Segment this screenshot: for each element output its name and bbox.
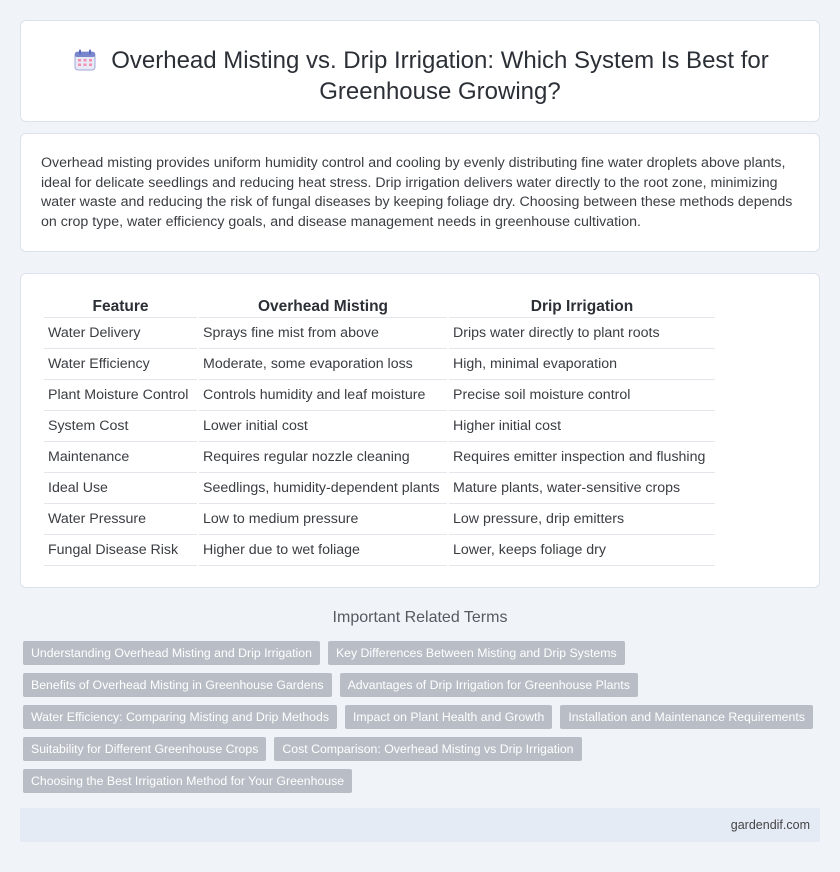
table-row: [44, 504, 715, 535]
table-row: [44, 442, 715, 473]
table-cell: Moderate, some evaporation loss: [199, 349, 447, 380]
tag-row: [23, 705, 813, 729]
table-cell: Mature plants, water-sensitive crops: [449, 473, 715, 504]
table-cell: High, minimal evaporation: [449, 349, 715, 380]
table-cell: Higher initial cost: [449, 411, 715, 442]
comparison-table-card: [20, 273, 820, 588]
table-cell: Low to medium pressure: [199, 504, 447, 535]
footer: [20, 808, 820, 842]
table-cell: Fungal Disease Risk: [44, 535, 197, 566]
table-header-row: [44, 296, 715, 318]
table-cell: Precise soil moisture control: [449, 380, 715, 411]
table-row: [44, 318, 715, 349]
related-terms-list: [23, 641, 813, 801]
table-cell: System Cost: [44, 411, 197, 442]
related-term-tag[interactable]: Water Efficiency: Comparing Misting and Drip Methods: [23, 705, 337, 729]
table-row: [44, 473, 715, 504]
column-header-overhead-misting: Overhead Misting: [199, 296, 447, 318]
comparison-table: [42, 296, 717, 566]
table-cell: Lower initial cost: [199, 411, 447, 442]
table-cell: Water Pressure: [44, 504, 197, 535]
intro-card: [20, 133, 820, 252]
tag-row: [23, 673, 813, 697]
title-wrap: [21, 45, 819, 107]
table-row: [44, 349, 715, 380]
table-row: [44, 411, 715, 442]
related-term-tag[interactable]: Installation and Maintenance Requirements: [560, 705, 813, 729]
related-term-tag[interactable]: Impact on Plant Health and Growth: [345, 705, 552, 729]
related-terms-heading: Important Related Terms: [332, 609, 508, 626]
related-term-tag[interactable]: Advantages of Drip Irrigation for Greenhouse Plants: [340, 673, 638, 697]
tag-row: [23, 737, 813, 761]
table-cell: Seedlings, humidity-dependent plants: [199, 473, 447, 504]
tag-row: [23, 641, 813, 665]
related-term-tag[interactable]: Choosing the Best Irrigation Method for Your Greenhouse: [23, 769, 352, 793]
table-cell: Maintenance: [44, 442, 197, 473]
related-term-tag[interactable]: Cost Comparison: Overhead Misting vs Drip Irrigation: [274, 737, 581, 761]
table-cell: Higher due to wet foliage: [199, 535, 447, 566]
related-term-tag[interactable]: Key Differences Between Misting and Drip Systems: [328, 641, 625, 665]
footer-site-link[interactable]: gardendif.com: [730, 818, 810, 832]
related-term-tag[interactable]: Benefits of Overhead Misting in Greenhouse Gardens: [23, 673, 332, 697]
table-cell: Lower, keeps foliage dry: [449, 535, 715, 566]
table-cell: Controls humidity and leaf moisture: [199, 380, 447, 411]
table-cell: Requires regular nozzle cleaning: [199, 442, 447, 473]
related-term-tag[interactable]: Understanding Overhead Misting and Drip Irrigation: [23, 641, 320, 665]
intro-paragraph: Overhead misting provides uniform humidity control and cooling by evenly distributing fine water droplets above plants, ideal for delicate seedlings and reducing heat stress. Drip irrigation delivers water directly to the root zone, minimizing water waste and reducing the risk of fungal diseases by keeping foliage dry. Choosing between these methods depends on crop type, water efficiency goals, and disease management needs in greenhouse cultivation.: [41, 155, 793, 230]
page-title: Overhead Misting vs. Drip Irrigation: Which System Is Best for Greenhouse Growing?: [111, 47, 769, 105]
table-row: [44, 535, 715, 566]
table-cell: Water Efficiency: [44, 349, 197, 380]
column-header-drip-irrigation: Drip Irrigation: [449, 296, 715, 318]
table-cell: Ideal Use: [44, 473, 197, 504]
table-row: [44, 380, 715, 411]
calendar-icon: [73, 48, 97, 72]
column-header-feature: Feature: [44, 296, 197, 318]
tag-row: [23, 769, 813, 793]
table-cell: Drips water directly to plant roots: [449, 318, 715, 349]
table-cell: Requires emitter inspection and flushing: [449, 442, 715, 473]
header-card: [20, 20, 820, 122]
table-cell: Water Delivery: [44, 318, 197, 349]
table-cell: Sprays fine mist from above: [199, 318, 447, 349]
related-term-tag[interactable]: Suitability for Different Greenhouse Crops: [23, 737, 266, 761]
table-cell: Low pressure, drip emitters: [449, 504, 715, 535]
table-cell: Plant Moisture Control: [44, 380, 197, 411]
